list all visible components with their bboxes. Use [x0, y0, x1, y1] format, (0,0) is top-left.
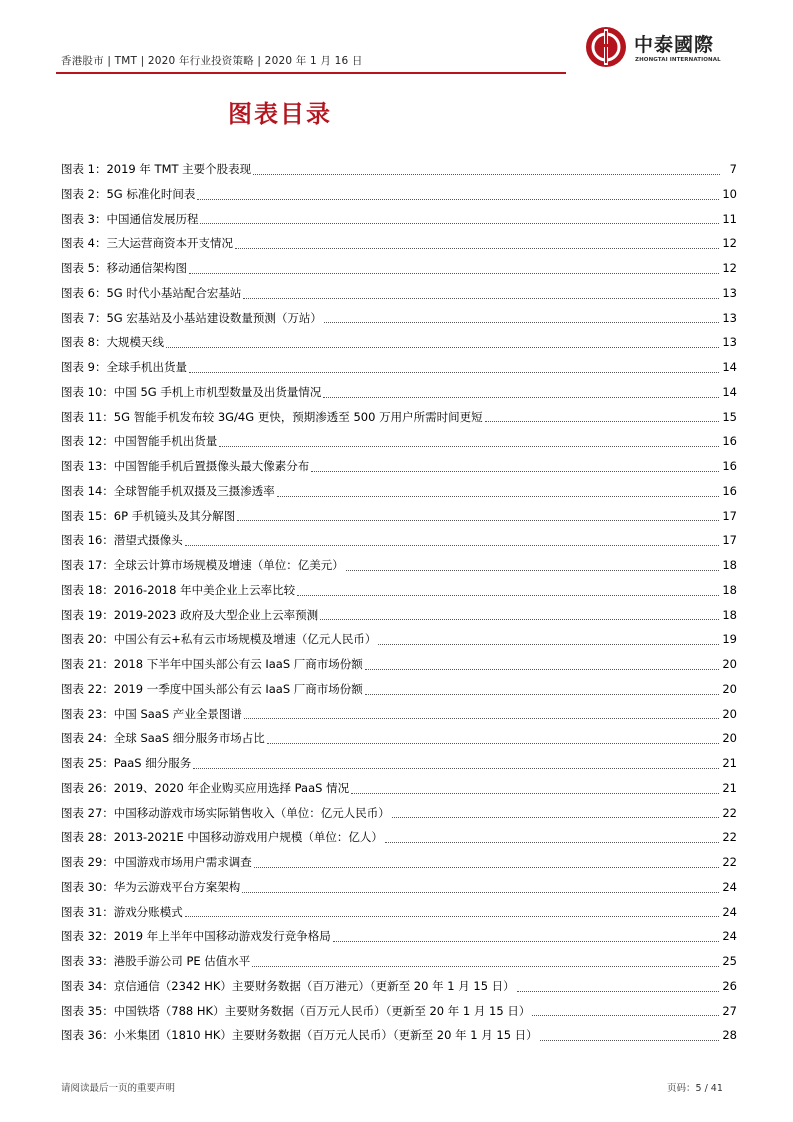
table-of-figures	[61, 157, 737, 1048]
toc-entry-page: 22	[722, 855, 737, 869]
toc-entry-page: 25	[722, 954, 737, 968]
toc-entry-label: 图表 2：5G 标准化时间表	[61, 186, 196, 201]
toc-entry-label: 图表 18：2016-2018 年中美企业上云率比较	[61, 582, 296, 597]
toc-entry[interactable]	[61, 479, 737, 504]
toc-entry[interactable]	[61, 182, 737, 207]
toc-dot-leader	[392, 817, 720, 818]
toc-entry[interactable]	[61, 1023, 737, 1048]
toc-entry[interactable]	[61, 974, 737, 999]
toc-dot-leader	[333, 941, 720, 942]
toc-entry[interactable]	[61, 504, 737, 529]
toc-entry-page: 19	[722, 632, 737, 647]
header-divider	[56, 72, 566, 74]
toc-entry-label: 图表 11：5G 智能手机发布较 3G/4G 更快，预期渗透至 500 万用户所需时间更短	[61, 409, 483, 424]
toc-entry[interactable]	[61, 603, 737, 628]
toc-dot-leader	[166, 347, 719, 348]
toc-entry-label: 图表 1：2019 年 TMT 主要个股表现	[61, 162, 252, 176]
toc-entry[interactable]	[61, 702, 737, 727]
toc-entry-label: 图表 16：潜望式摄像头	[61, 533, 183, 548]
logo-english-name: ZHONGTAI INTERNATIONAL	[635, 57, 721, 63]
toc-entry-page: 28	[722, 1028, 737, 1043]
toc-dot-leader	[323, 397, 719, 398]
toc-entry-label: 图表 17：全球云计算市场规模及增速（单位：亿美元）	[61, 558, 344, 572]
toc-dot-leader	[320, 619, 719, 620]
toc-entry[interactable]	[61, 553, 737, 578]
toc-entry[interactable]	[61, 776, 737, 801]
toc-entry-page: 10	[722, 186, 737, 201]
footer-disclaimer: 请阅读最后一页的重要声明	[61, 1083, 176, 1094]
toc-entry-label: 图表 7：5G 宏基站及小基站建设数量预测（万站）	[61, 310, 322, 325]
toc-entry-label: 图表 31：游戏分账模式	[61, 904, 183, 919]
toc-entry-page: 13	[722, 310, 737, 325]
zhongtai-logo-icon	[584, 25, 628, 69]
company-logo	[584, 25, 744, 75]
toc-dot-leader	[378, 644, 719, 645]
toc-entry-label: 图表 29：中国游戏市场用户需求调查	[61, 855, 252, 869]
toc-dot-leader	[311, 471, 719, 472]
toc-entry[interactable]	[61, 652, 737, 677]
toc-entry-page: 11	[722, 211, 737, 226]
toc-entry-page: 17	[722, 533, 737, 548]
toc-entry-label: 图表 33：港股手游公司 PE 估值水平	[61, 954, 251, 968]
toc-entry-page: 24	[722, 929, 737, 944]
toc-entry[interactable]	[61, 207, 737, 232]
toc-entry-label: 图表 19：2019-2023 政府及大型企业上云率预测	[61, 607, 319, 622]
toc-dot-leader	[253, 174, 720, 175]
toc-dot-leader	[200, 223, 719, 224]
toc-dot-leader	[197, 199, 719, 200]
toc-entry[interactable]	[61, 677, 737, 702]
toc-entry-page: 27	[722, 1003, 737, 1018]
toc-entry[interactable]	[61, 380, 737, 405]
toc-entry-label: 图表 8：大规模天线	[61, 335, 164, 350]
toc-dot-leader	[185, 545, 720, 546]
toc-dot-leader	[254, 867, 720, 868]
toc-entry[interactable]	[61, 825, 737, 850]
toc-dot-leader	[193, 768, 719, 769]
toc-entry-page: 22	[722, 805, 737, 820]
toc-entry-label: 图表 23：中国 SaaS 产业全景图谱	[61, 706, 242, 721]
toc-dot-leader	[297, 595, 719, 596]
toc-entry[interactable]	[61, 528, 737, 553]
toc-entry[interactable]	[61, 306, 737, 331]
toc-entry[interactable]	[61, 999, 737, 1024]
toc-entry-page: 20	[722, 657, 737, 671]
toc-dot-leader	[237, 520, 719, 521]
toc-entry-page: 18	[722, 582, 737, 597]
toc-entry[interactable]	[61, 429, 737, 454]
toc-entry-page: 12	[722, 236, 737, 251]
toc-dot-leader	[485, 421, 720, 422]
page-title: 图表目录	[228, 100, 332, 128]
toc-entry[interactable]	[61, 157, 737, 182]
toc-entry[interactable]	[61, 627, 737, 652]
toc-entry-page: 14	[722, 360, 737, 374]
toc-entry-label: 图表 36：小米集团（1810 HK）主要财务数据（百万元人民币）（更新至 20 年 1 月 15 日）	[61, 1028, 538, 1043]
toc-dot-leader	[365, 669, 720, 670]
toc-entry-label: 图表 12：中国智能手机出货量	[61, 434, 218, 449]
toc-entry-page: 22	[722, 830, 737, 845]
toc-entry[interactable]	[61, 578, 737, 603]
toc-dot-leader	[219, 446, 719, 447]
toc-entry-label: 图表 20：中国公有云+私有云市场规模及增速（亿元人民币）	[61, 632, 377, 647]
toc-entry-label: 图表 14：全球智能手机双摄及三摄渗透率	[61, 483, 275, 498]
toc-entry-page: 18	[722, 558, 737, 572]
toc-entry-page: 24	[722, 879, 737, 894]
toc-dot-leader	[235, 248, 719, 249]
toc-entry[interactable]	[61, 330, 737, 355]
logo-chinese-name: 中泰國際	[634, 34, 715, 56]
toc-entry-page: 20	[722, 731, 737, 746]
toc-entry-label: 图表 15：6P 手机镜头及其分解图	[61, 508, 236, 523]
toc-entry-label: 图表 25：PaaS 细分服务	[61, 756, 192, 770]
toc-dot-leader	[189, 273, 719, 274]
toc-dot-leader	[244, 718, 720, 719]
toc-entry-page: 15	[722, 409, 737, 424]
toc-entry-page: 16	[722, 434, 737, 449]
toc-dot-leader	[365, 694, 720, 695]
toc-entry[interactable]	[61, 454, 737, 479]
toc-entry[interactable]	[61, 949, 737, 974]
toc-entry-label: 图表 5：移动通信架构图	[61, 261, 187, 275]
toc-dot-leader	[185, 916, 720, 917]
toc-entry[interactable]	[61, 751, 737, 776]
toc-entry-label: 图表 3：中国通信发展历程	[61, 211, 199, 226]
toc-entry-label: 图表 6：5G 时代小基站配合宏基站	[61, 285, 242, 300]
toc-entry-page: 17	[722, 508, 737, 523]
toc-dot-leader	[351, 793, 719, 794]
toc-dot-leader	[532, 1015, 719, 1016]
toc-entry-label: 图表 4：三大运营商资本开支情况	[61, 236, 233, 251]
toc-dot-leader	[243, 298, 719, 299]
toc-entry-label: 图表 30：华为云游戏平台方案架构	[61, 879, 241, 894]
toc-entry[interactable]	[61, 850, 737, 875]
toc-entry-page: 21	[722, 780, 737, 795]
toc-entry[interactable]	[61, 875, 737, 900]
toc-entry-label: 图表 24：全球 SaaS 细分服务市场占比	[61, 731, 265, 746]
toc-entry-label: 图表 35：中国铁塔（788 HK）主要财务数据（百万元人民币）（更新至 20 年 1 月 15 日）	[61, 1003, 531, 1018]
toc-entry-page: 16	[722, 459, 737, 473]
toc-entry-page: 21	[722, 756, 737, 770]
toc-entry-label: 图表 28：2013-2021E 中国移动游戏用户规模（单位：亿人）	[61, 830, 383, 845]
toc-dot-leader	[540, 1040, 720, 1041]
toc-entry-label: 图表 9：全球手机出货量	[61, 360, 187, 374]
toc-entry-page: 26	[722, 978, 737, 993]
toc-entry[interactable]	[61, 405, 737, 430]
toc-entry-page: 14	[722, 384, 737, 399]
toc-dot-leader	[242, 892, 719, 893]
toc-entry-label: 图表 27：中国移动游戏市场实际销售收入（单位：亿元人民币）	[61, 805, 390, 820]
toc-entry[interactable]	[61, 256, 737, 281]
toc-entry-label: 图表 21：2018 下半年中国头部公有云 IaaS 厂商市场份额	[61, 657, 363, 671]
toc-dot-leader	[277, 496, 720, 497]
toc-entry[interactable]	[61, 801, 737, 826]
running-header: 香港股市 | TMT | 2020 年行业投资策略 | 2020 年 1 月 16 日	[61, 55, 363, 67]
toc-dot-leader	[385, 842, 719, 843]
toc-dot-leader	[324, 322, 720, 323]
toc-entry[interactable]	[61, 281, 737, 306]
toc-dot-leader	[346, 570, 720, 571]
toc-entry-page: 16	[722, 483, 737, 498]
toc-entry-label: 图表 32：2019 年上半年中国移动游戏发行竞争格局	[61, 929, 331, 944]
toc-entry-label: 图表 10：中国 5G 手机上市机型数量及出货量情况	[61, 384, 322, 399]
toc-dot-leader	[267, 743, 720, 744]
toc-dot-leader	[189, 372, 719, 373]
toc-entry[interactable]	[61, 355, 737, 380]
toc-entry-page: 12	[722, 261, 737, 275]
toc-entry-page: 13	[722, 285, 737, 300]
toc-entry-page: 18	[722, 607, 737, 622]
toc-entry[interactable]	[61, 900, 737, 925]
toc-dot-leader	[517, 991, 720, 992]
toc-entry-label: 图表 13：中国智能手机后置摄像头最大像素分布	[61, 459, 310, 473]
toc-dot-leader	[252, 966, 719, 967]
toc-entry-page: 24	[722, 904, 737, 919]
toc-entry-label: 图表 26：2019、2020 年企业购买应用选择 PaaS 情况	[61, 780, 350, 795]
toc-entry-page: 7	[729, 162, 737, 176]
toc-entry-page: 20	[722, 706, 737, 721]
toc-entry[interactable]	[61, 231, 737, 256]
footer-page-number: 页码：5 / 41	[667, 1083, 723, 1094]
toc-entry-page: 13	[722, 335, 737, 350]
toc-entry-label: 图表 22：2019 一季度中国头部公有云 IaaS 厂商市场份额	[61, 681, 363, 696]
toc-entry[interactable]	[61, 924, 737, 949]
toc-entry-page: 20	[722, 681, 737, 696]
toc-entry-label: 图表 34：京信通信（2342 HK）主要财务数据（百万港元）（更新至 20 年 1 月 15 日）	[61, 978, 515, 993]
toc-entry[interactable]	[61, 726, 737, 751]
